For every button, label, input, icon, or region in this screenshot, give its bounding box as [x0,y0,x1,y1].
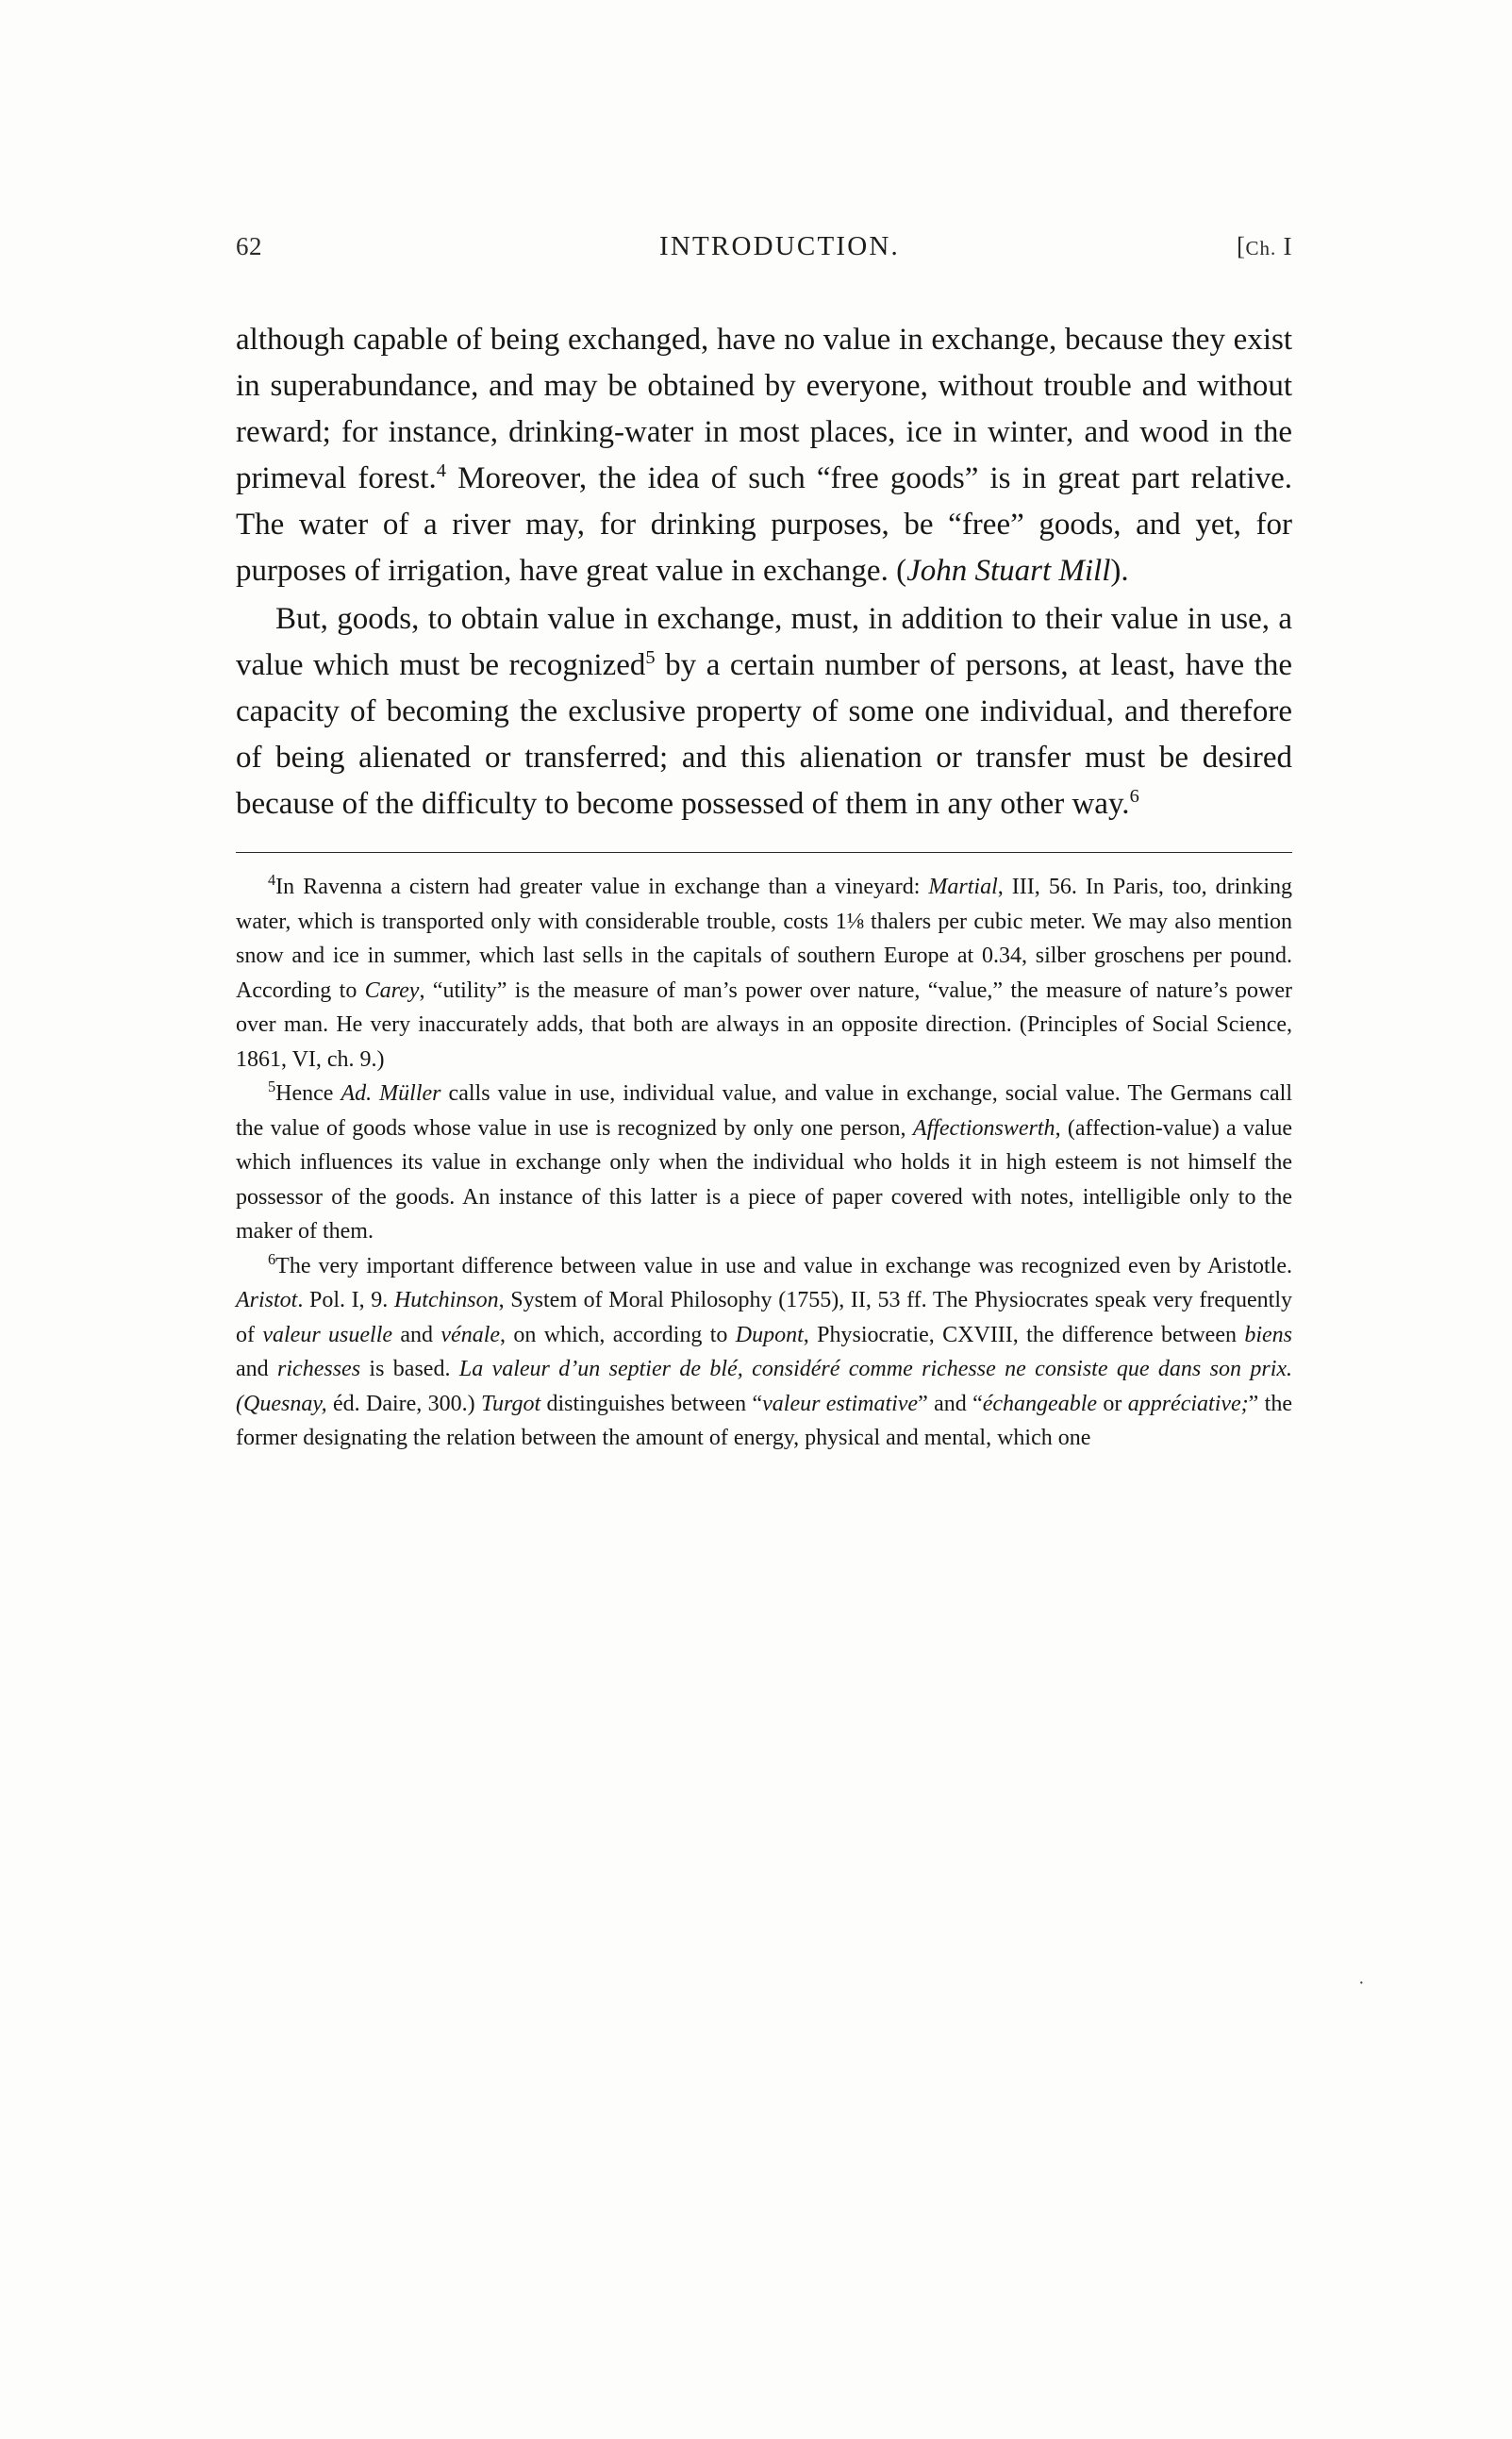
footnote-segment: valeur usuelle [262,1322,393,1347]
footnote-segment: and [236,1357,278,1381]
footnote-5 [236,1077,1292,1249]
running-head [236,231,1292,262]
footnote-segment: is based. [360,1357,459,1381]
footnote-segment: Aristot [236,1288,298,1312]
footnote-4 [236,870,1292,1077]
footnote-segment: The very important difference between value in use and value in exchange was recognized even by Aristotle. [275,1253,1292,1278]
footnote-segment: , “utility” is the measure of man’s power over nature, “value,” the measure of nature’s power over man. He very inaccurately adds, that both are always in an opposite direction. (Principles of Social Science, 1861, VI, ch. 9.) [236,977,1292,1072]
footnote-segment: or [1097,1391,1128,1416]
chapter-bracket: [ [1236,232,1246,260]
footnote-ref-6: 6 [1129,786,1139,807]
paragraph-1-continued: Moreover, the idea of such “free goods” is in great part relative. The water of a river may, for drinking purposes, be “free” goods, and yet, for purposes of irrigation, have great value in exchange. ( [236,461,1292,588]
body-paragraph-2 [236,596,1292,827]
chapter-label: Ch. [1245,237,1277,259]
running-title: INTRODUCTION. [659,231,900,261]
footnote-segment: vénale [440,1322,501,1347]
footnote-segment: richesses [277,1357,361,1381]
footnote-marker-6: 6 [268,1249,276,1268]
footnote-6 [236,1249,1292,1456]
footnote-segment: , on which, according to [500,1322,736,1347]
paragraph-1-citation: John Stuart Mill [906,554,1111,588]
footnote-segment: distinguishes between “ [540,1391,763,1416]
footnote-segment: calls value in use, individual value, and value in exchange, social value. The Germans call the value of goods whose value in use is recognized by only one person, [236,1081,1293,1141]
chapter-number: I [1283,232,1292,260]
marginal-stray-mark: ˙ [1357,1977,1365,2000]
footnote-segment: Dupont [735,1322,804,1347]
footnote-segment: biens [1244,1322,1293,1347]
footnote-segment: La valeur d’un septier de blé, considéré comme richesse ne consiste que dans son prix. (Quesnay, [236,1357,1293,1416]
footnote-segment: . Pol. I, 9. [297,1288,394,1312]
footnotes-block [236,870,1292,1456]
chapter-marker [1237,232,1292,261]
footnote-separator-rule [236,852,1292,853]
footnote-ref-4: 4 [436,460,446,481]
paragraph-2-text-b: by a certain number of persons, at least, have the capacity of becoming the exclusive property of some one individual, and therefore of being alienated or transferred; and this alienation or transfer must be desired because of the difficulty to become possessed of them in any other way. [236,648,1292,821]
footnote-ref-5: 5 [645,647,656,668]
paragraph-1-text: although capable of being exchanged, have no value in exchange, because they exist in superabundance, and may be obtained by everyone, without trouble and without reward; for instance, drinking-water in most places, ice in winter, and wood in the primeval forest. [236,323,1292,495]
footnote-segment: In Ravenna a cistern had greater value in exchange than a vineyard: [275,875,929,899]
footnote-segment: appréciative; [1127,1391,1249,1416]
footnote-segment: , (affection-value) a value which influences its value in exchange only when the individual who holds it in high esteem is not himself the possessor of the goods. An instance of this latter is a piece of paper covered with notes, intelligible only to the maker of them. [236,1115,1292,1244]
footnote-segment: Hutchinson [393,1288,499,1312]
footnote-marker-5: 5 [268,1078,276,1095]
footnote-5-text [236,1081,1292,1244]
footnote-segment: ” and “ [918,1391,983,1416]
footnote-segment: éd. Daire, 300.) [326,1391,481,1416]
footnote-segment: ” the former designating the relation between the amount of energy, physical and mental, which one [236,1391,1292,1450]
footnote-segment: Carey [364,977,420,1003]
footnote-4-text [236,875,1292,1072]
footnote-segment: , Physiocratie, CXVIII, the difference between [803,1322,1245,1347]
footnote-segment: échangeable [982,1391,1098,1416]
footnote-segment: Turgot [480,1391,541,1416]
footnote-segment: , III, 56. In Paris, too, drinking water, which is transported only with considerable trouble, costs 1⅛ thalers per cubic meter. We may also mention snow and ice in summer, which last sells in the capitals of southern Europe at 0.34, silber groschens per pound. According to [236,875,1293,1003]
footnote-segment: Hence [275,1081,341,1106]
body-paragraph-1 [236,317,1292,594]
page-content [236,231,1292,1456]
footnote-segment: valeur estimative [762,1391,919,1416]
footnote-6-text [236,1254,1292,1451]
paragraph-2-text-a: But, goods, to obtain value in exchange, must, in addition to their value in use, a value which must be recognized [236,602,1292,682]
footnote-segment: Affectionswerth [912,1115,1055,1141]
paragraph-1-end: ). [1110,554,1129,588]
footnote-segment: Martial [928,875,998,899]
footnote-segment: and [392,1322,441,1347]
footnote-marker-4: 4 [268,871,276,889]
page-folio-number: 62 [236,232,262,260]
footnote-segment: Ad. Müller [341,1081,441,1106]
body-text-block [236,317,1292,827]
footnote-segment: , System of Moral Philosophy (1755), II, 53 ff. The Physiocrates speak very frequently of [236,1288,1293,1347]
